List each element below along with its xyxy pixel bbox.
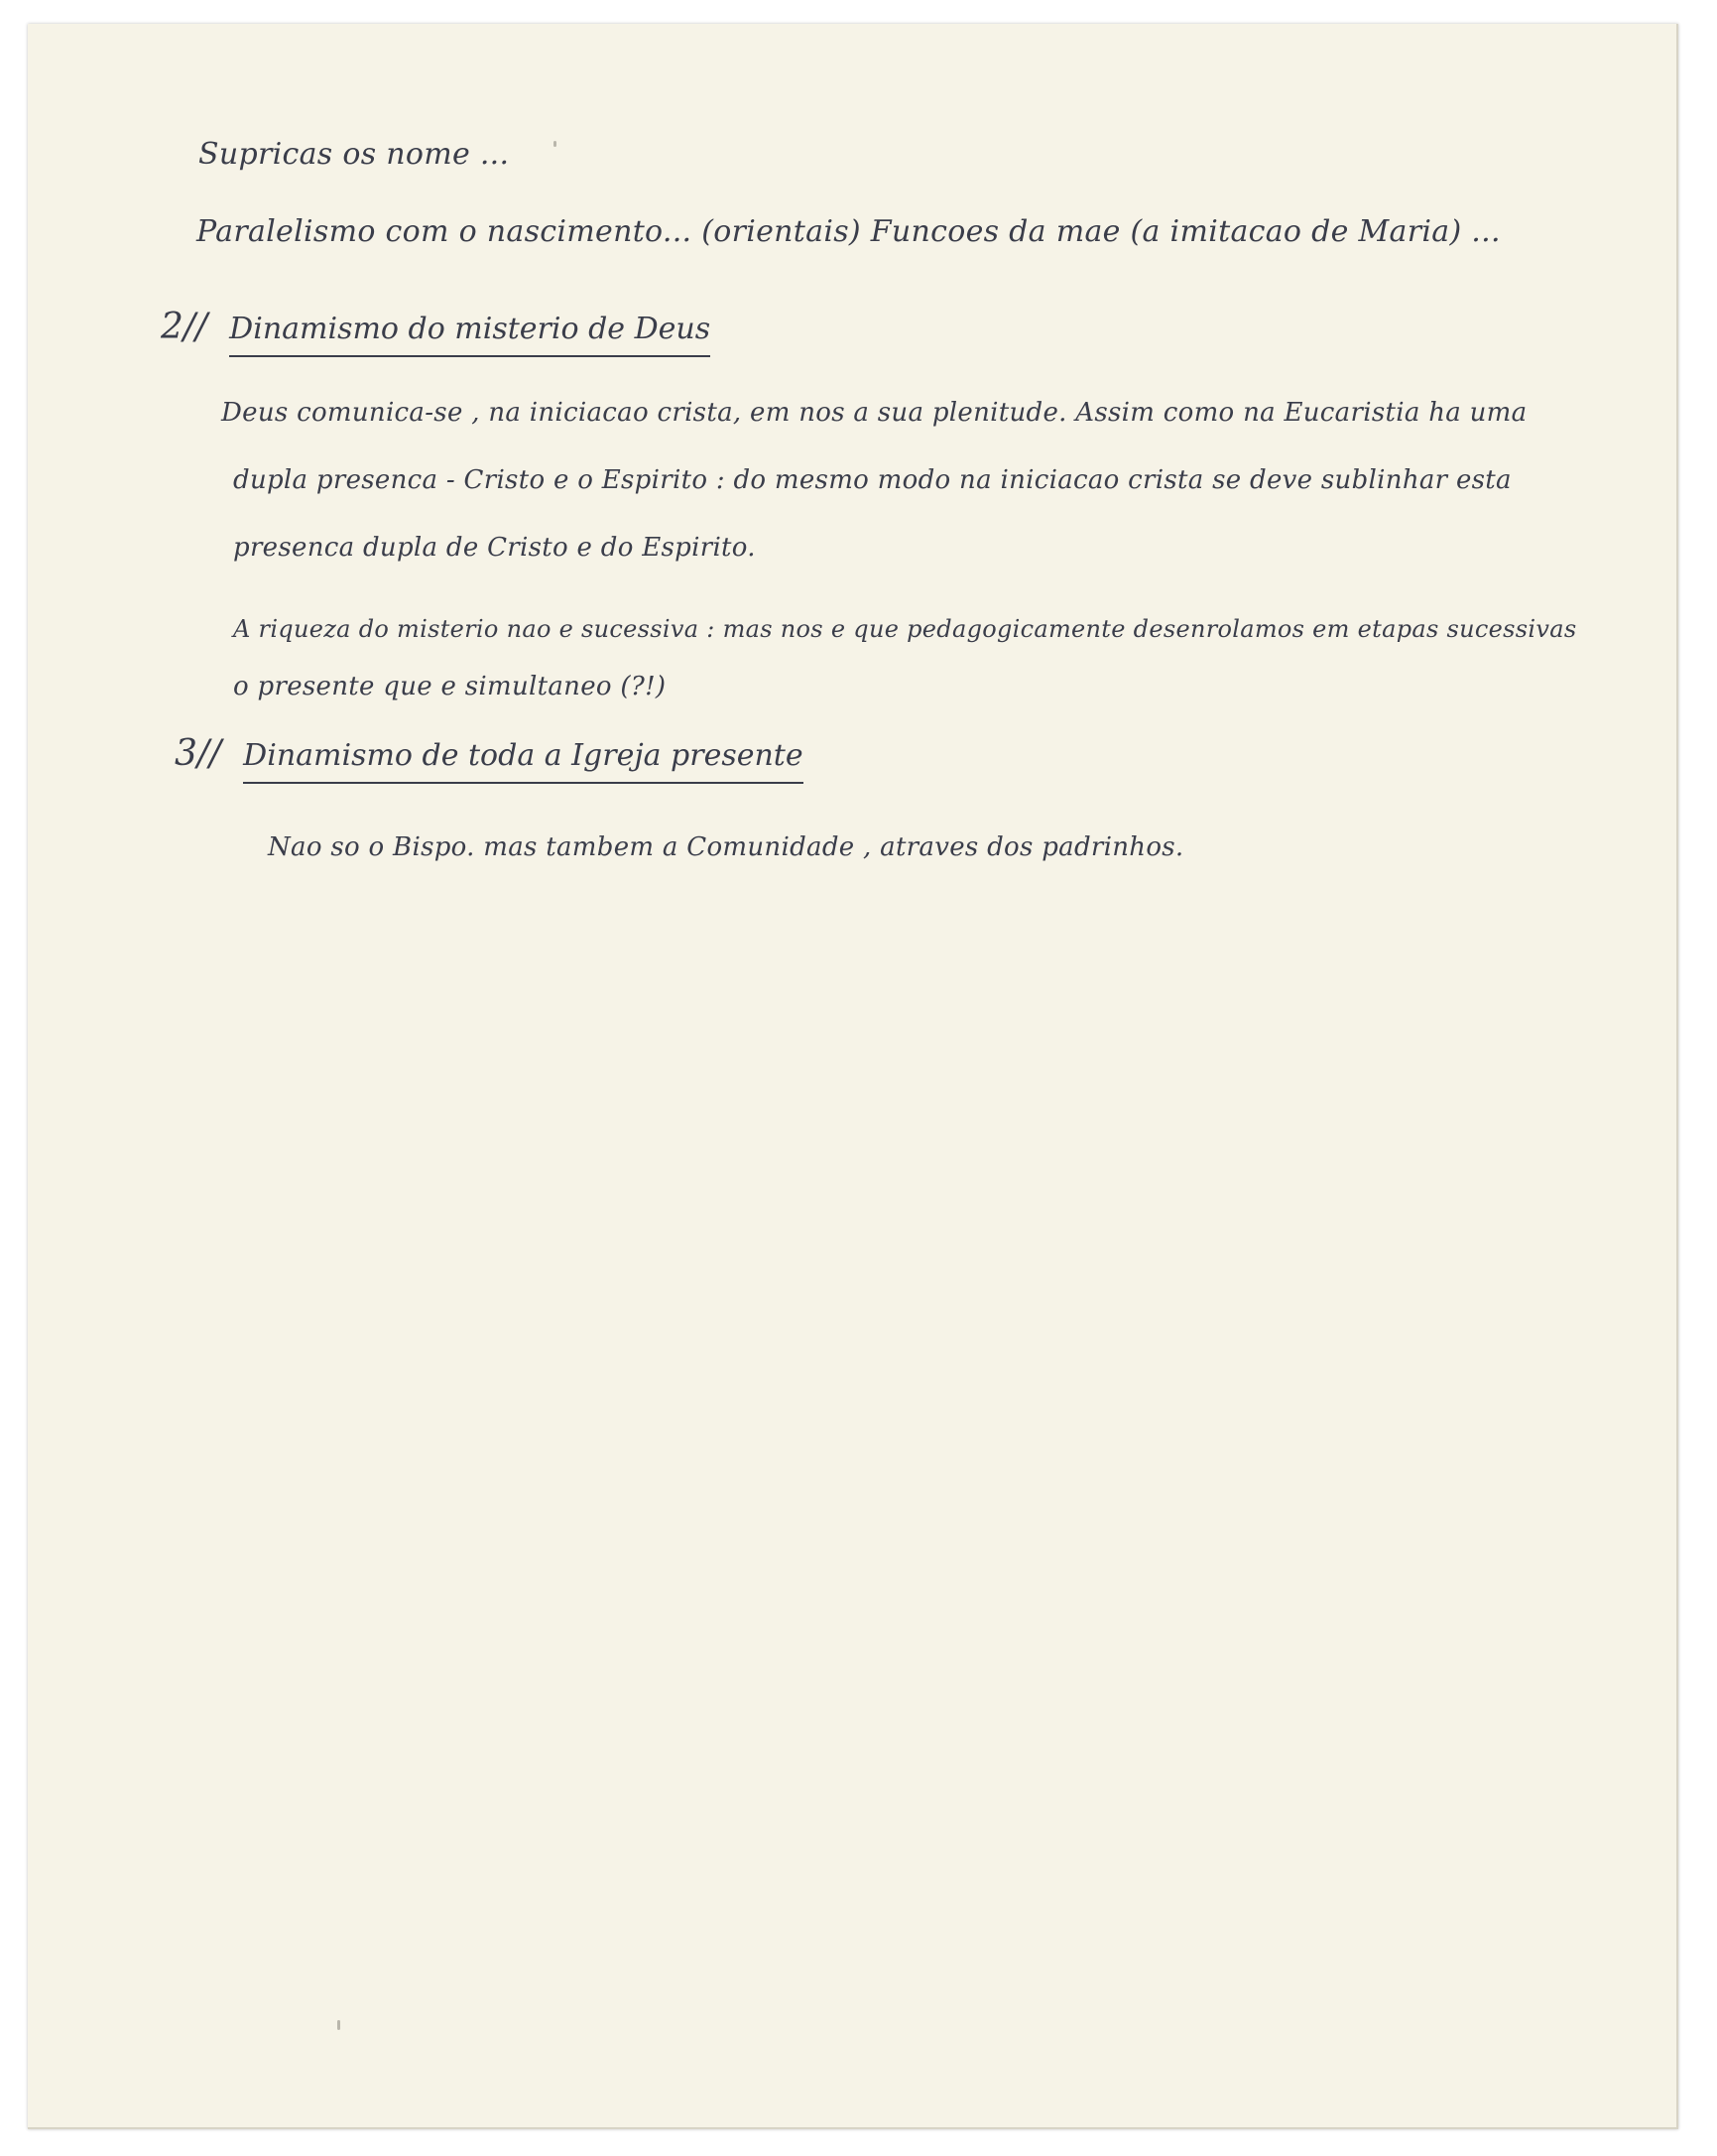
paper-speck bbox=[337, 2020, 340, 2030]
section-2-number: 2// bbox=[161, 307, 208, 347]
note-line-1: Supricas os nome ... bbox=[198, 137, 510, 172]
note-line-2: Paralelismo com o nascimento... (orientais) Funcoes da mae (a imitacao de Maria) ... bbox=[196, 214, 1501, 249]
section-3-number: 3// bbox=[175, 733, 222, 774]
paragraph-1-line-1: Deus comunica-se , na iniciacao crista, em nos a sua plenitude. Assim como na Eucaristia ha uma bbox=[221, 398, 1528, 428]
paragraph-3-line-1: Nao so o Bispo. mas tambem a Comunidade , atraves dos padrinhos. bbox=[268, 832, 1184, 862]
section-3-title: Dinamismo de toda a Igreja presente bbox=[243, 736, 802, 784]
paragraph-1-line-2: dupla presenca - Cristo e o Espirito : do mesmo modo na iniciacao crista se deve sublinhar esta bbox=[233, 465, 1512, 495]
paragraph-2-line-2: o presente que e simultaneo (?!) bbox=[233, 672, 667, 701]
paper-speck bbox=[553, 141, 556, 147]
section-2-title: Dinamismo do misterio de Deus bbox=[229, 310, 710, 357]
section-3-heading bbox=[175, 734, 803, 784]
paragraph-1-line-3: presenca dupla de Cristo e do Espirito. bbox=[233, 533, 756, 563]
handwritten-page bbox=[28, 24, 1678, 2129]
section-2-heading bbox=[161, 308, 710, 357]
paragraph-2-line-1: A riqueza do misterio nao e sucessiva : mas nos e que pedagogicamente desenrolamos em etapas sucessivas bbox=[233, 615, 1577, 643]
